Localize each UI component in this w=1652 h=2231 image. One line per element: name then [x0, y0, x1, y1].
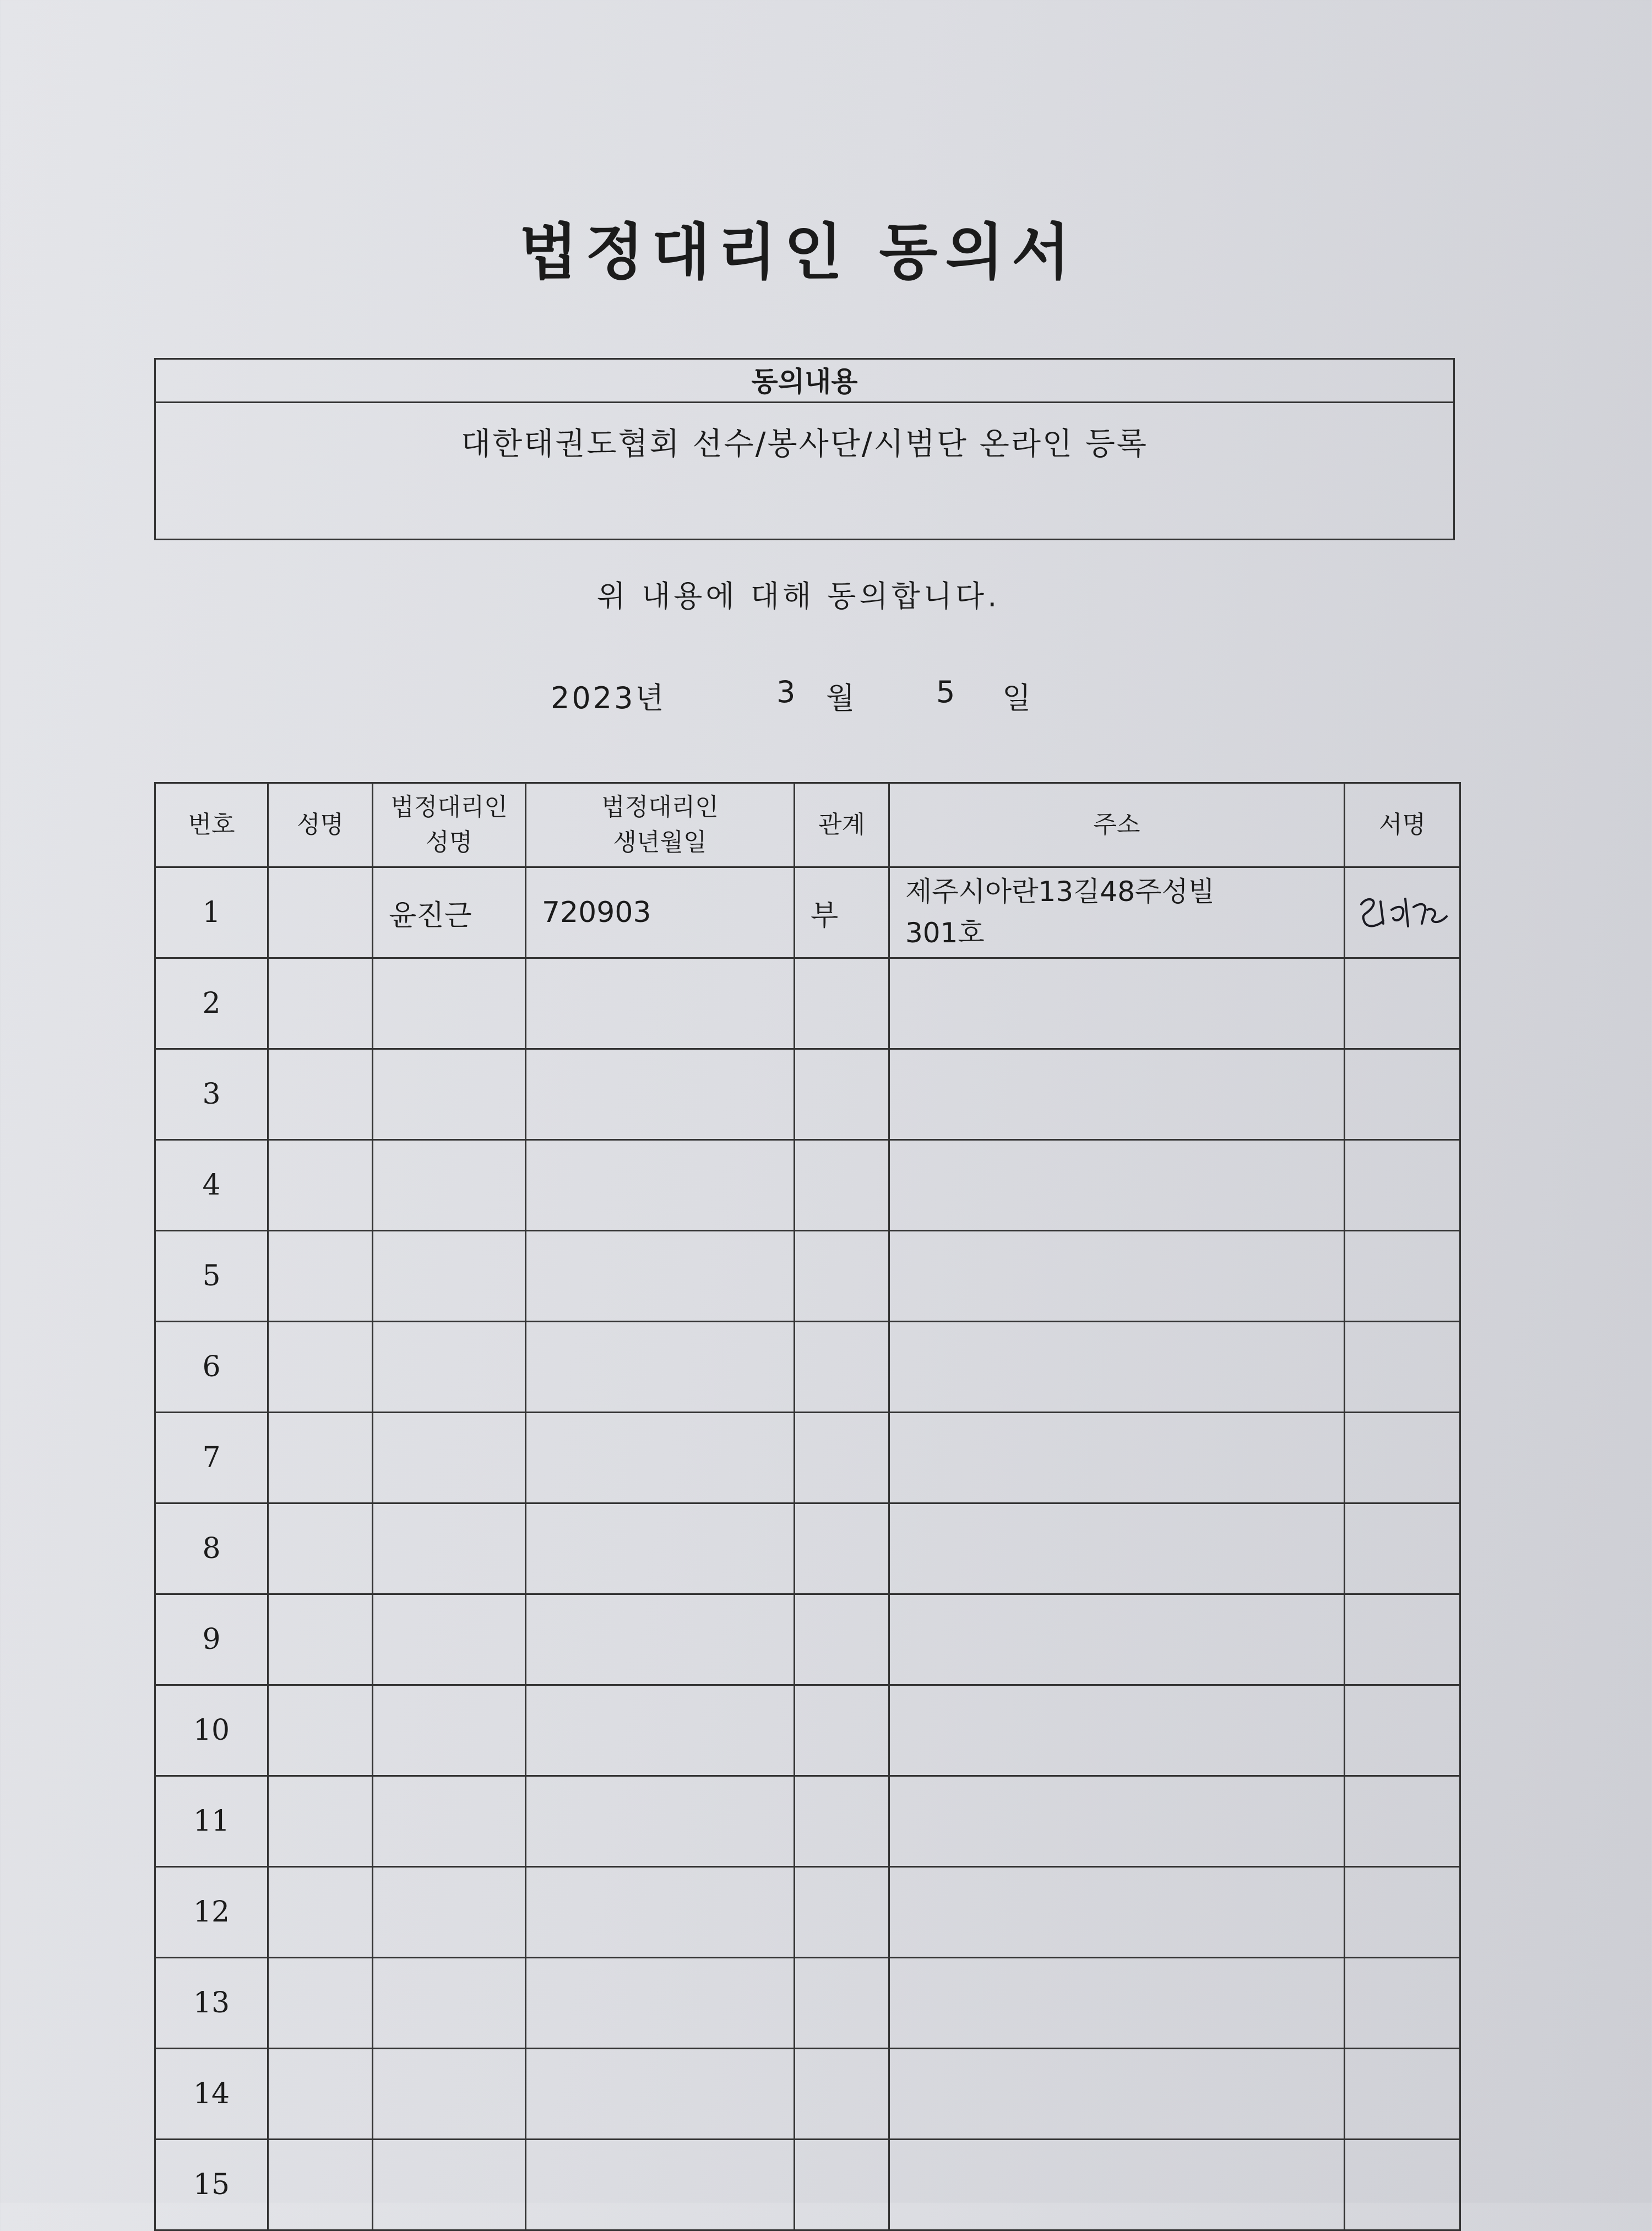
row-signature[interactable] [1345, 1140, 1460, 1231]
row-address[interactable] [889, 1867, 1345, 1958]
row-name[interactable] [268, 1413, 373, 1503]
table-row [155, 1049, 1460, 1140]
row-relation[interactable] [795, 1867, 889, 1958]
row-guardian-birth[interactable] [526, 1322, 795, 1413]
row-no: 11 [155, 1776, 268, 1867]
header-no: 번호 [155, 783, 268, 867]
row-no: 1 [155, 867, 268, 958]
row-guardian-birth[interactable] [526, 1231, 795, 1322]
table-row [155, 867, 1460, 958]
row-guardian-birth[interactable] [526, 1776, 795, 1867]
row-name[interactable] [268, 1140, 373, 1231]
row-relation[interactable] [795, 1503, 889, 1594]
table-row [155, 1958, 1460, 2049]
row-guardian-birth[interactable] [526, 1049, 795, 1140]
row-guardian-birth[interactable] [526, 1413, 795, 1503]
row-name[interactable] [268, 2049, 373, 2140]
row-guardian-name[interactable] [373, 1503, 526, 1594]
row-guardian-birth[interactable] [526, 2049, 795, 2140]
row-address[interactable] [889, 1322, 1345, 1413]
row-guardian-name[interactable]: 윤진근 [373, 867, 526, 958]
row-no: 10 [155, 1685, 268, 1776]
row-relation[interactable] [795, 1049, 889, 1140]
row-no: 7 [155, 1413, 268, 1503]
row-name[interactable] [268, 1958, 373, 2049]
header-signature: 서명 [1345, 783, 1460, 867]
row-guardian-birth[interactable] [526, 958, 795, 1049]
row-address[interactable] [889, 1776, 1345, 1867]
header-guardian-name-line2: 성명 [425, 828, 472, 856]
row-address[interactable] [889, 1140, 1345, 1231]
row-name[interactable] [268, 1867, 373, 1958]
row-name[interactable] [268, 2140, 373, 2230]
row-no: 12 [155, 1867, 268, 1958]
row-relation[interactable] [795, 1322, 889, 1413]
row-no: 15 [155, 2140, 268, 2230]
row-signature[interactable] [1345, 1413, 1460, 1503]
row-guardian-birth[interactable] [526, 1958, 795, 2049]
header-guardian-birth-line2: 생년월일 [613, 828, 707, 856]
row-guardian-name[interactable] [373, 2049, 526, 2140]
row-address[interactable] [889, 2049, 1345, 2140]
row-name[interactable] [268, 867, 373, 958]
row-guardian-birth[interactable] [526, 1685, 795, 1776]
row-guardian-name[interactable] [373, 1594, 526, 1685]
row-signature[interactable] [1345, 2049, 1460, 2140]
row-guardian-birth[interactable] [526, 2140, 795, 2230]
row-name[interactable] [268, 1049, 373, 1140]
table-row [155, 1685, 1460, 1776]
table-row [155, 1594, 1460, 1685]
row-name[interactable] [268, 1503, 373, 1594]
row-guardian-birth[interactable] [526, 1594, 795, 1685]
consent-content-box [154, 358, 1455, 540]
consent-heading: 동의내용 [156, 360, 1453, 403]
row-signature[interactable] [1345, 1594, 1460, 1685]
row-address[interactable] [889, 867, 1345, 958]
row-name[interactable] [268, 1776, 373, 1867]
row-signature[interactable] [1345, 867, 1460, 958]
row-guardian-birth[interactable]: 720903 [526, 867, 795, 958]
row-guardian-birth[interactable] [526, 1867, 795, 1958]
row-guardian-name[interactable] [373, 1776, 526, 1867]
row-guardian-name[interactable] [373, 1140, 526, 1231]
row-guardian-name[interactable] [373, 1685, 526, 1776]
table-row [155, 1231, 1460, 1322]
table-row [155, 958, 1460, 1049]
header-guardian-name-line1: 법정대리인 [390, 793, 508, 822]
row-signature[interactable] [1345, 1322, 1460, 1413]
row-signature[interactable] [1345, 958, 1460, 1049]
row-no: 3 [155, 1049, 268, 1140]
row-guardian-name[interactable] [373, 2140, 526, 2230]
row-relation[interactable] [795, 1776, 889, 1867]
row-relation[interactable] [795, 1594, 889, 1685]
row-guardian-birth[interactable] [526, 1503, 795, 1594]
row-address[interactable] [889, 1503, 1345, 1594]
row-relation[interactable] [795, 1231, 889, 1322]
row-signature[interactable] [1345, 1049, 1460, 1140]
row-no: 5 [155, 1231, 268, 1322]
table-row [155, 1322, 1460, 1413]
table-row [155, 1503, 1460, 1594]
date-day-unit: 일 [1002, 681, 1034, 715]
row-signature[interactable] [1345, 1685, 1460, 1776]
row-no: 4 [155, 1140, 268, 1231]
row-address[interactable] [889, 1958, 1345, 2049]
handwritten-signature [1350, 882, 1455, 943]
header-name: 성명 [268, 783, 373, 867]
row-relation[interactable] [795, 1413, 889, 1503]
row-name[interactable] [268, 1231, 373, 1322]
row-guardian-name[interactable] [373, 1413, 526, 1503]
header-guardian-name [373, 783, 526, 867]
row-no: 2 [155, 958, 268, 1049]
consent-content: 대한태권도협회 선수/봉사단/시범단 온라인 등록 [460, 426, 1149, 462]
row-guardian-name[interactable] [373, 1231, 526, 1322]
table-row [155, 1867, 1460, 1958]
row-name[interactable] [268, 1594, 373, 1685]
row-address[interactable] [889, 1685, 1345, 1776]
header-relation: 관계 [795, 783, 889, 867]
row-no: 14 [155, 2049, 268, 2140]
row-no: 13 [155, 1958, 268, 2049]
table-row [155, 2140, 1460, 2230]
row-guardian-name[interactable] [373, 958, 526, 1049]
row-signature[interactable] [1345, 1503, 1460, 1594]
row-guardian-name[interactable] [373, 1049, 526, 1140]
row-name[interactable] [268, 1685, 373, 1776]
row-no: 6 [155, 1322, 268, 1413]
row-guardian-birth[interactable] [526, 1140, 795, 1231]
row-address[interactable] [889, 1049, 1345, 1140]
row-relation[interactable] [795, 2049, 889, 2140]
row-guardian-name[interactable] [373, 1867, 526, 1958]
row-signature[interactable] [1345, 2140, 1460, 2230]
header-guardian-birth [526, 783, 795, 867]
row-relation[interactable] [795, 1685, 889, 1776]
row-signature[interactable] [1345, 1958, 1460, 2049]
row-no: 8 [155, 1503, 268, 1594]
row-guardian-name[interactable] [373, 1958, 526, 2049]
date-month-value: 3 [776, 675, 798, 709]
row-relation[interactable]: 부 [795, 867, 889, 958]
table-header-row [155, 783, 1460, 867]
row-relation[interactable] [795, 1140, 889, 1231]
agree-statement: 위 내용에 대해 동의합니다. [596, 579, 1001, 614]
table-row [155, 2049, 1460, 2140]
table-body [155, 867, 1460, 2230]
header-address: 주소 [889, 783, 1345, 867]
table-row [155, 1413, 1460, 1503]
row-address[interactable] [889, 2140, 1345, 2230]
date-day-value: 5 [936, 675, 958, 709]
guardian-table [154, 782, 1461, 2231]
row-signature[interactable] [1345, 1776, 1460, 1867]
row-address[interactable] [889, 1594, 1345, 1685]
header-guardian-birth-line1: 법정대리인 [601, 793, 719, 822]
row-signature[interactable] [1345, 1867, 1460, 1958]
row-guardian-name[interactable] [373, 1322, 526, 1413]
row-relation[interactable] [795, 1958, 889, 2049]
row-address[interactable] [889, 1413, 1345, 1503]
row-no: 9 [155, 1594, 268, 1685]
table-row [155, 1776, 1460, 1867]
page-title: 법정대리인 동의서 [519, 217, 1078, 287]
row-address[interactable] [889, 1231, 1345, 1322]
row-relation[interactable] [795, 2140, 889, 2230]
row-address-line2: 301호 [905, 917, 985, 949]
row-name[interactable] [268, 1322, 373, 1413]
row-signature[interactable] [1345, 1231, 1460, 1322]
row-relation[interactable] [795, 958, 889, 1049]
table-row [155, 1140, 1460, 1231]
row-address-line1: 제주시아란13길48주성빌 [905, 876, 1215, 908]
row-name[interactable] [268, 958, 373, 1049]
date-month-unit: 월 [826, 681, 857, 715]
row-address[interactable] [889, 958, 1345, 1049]
date-year: 2023년 [551, 681, 666, 715]
